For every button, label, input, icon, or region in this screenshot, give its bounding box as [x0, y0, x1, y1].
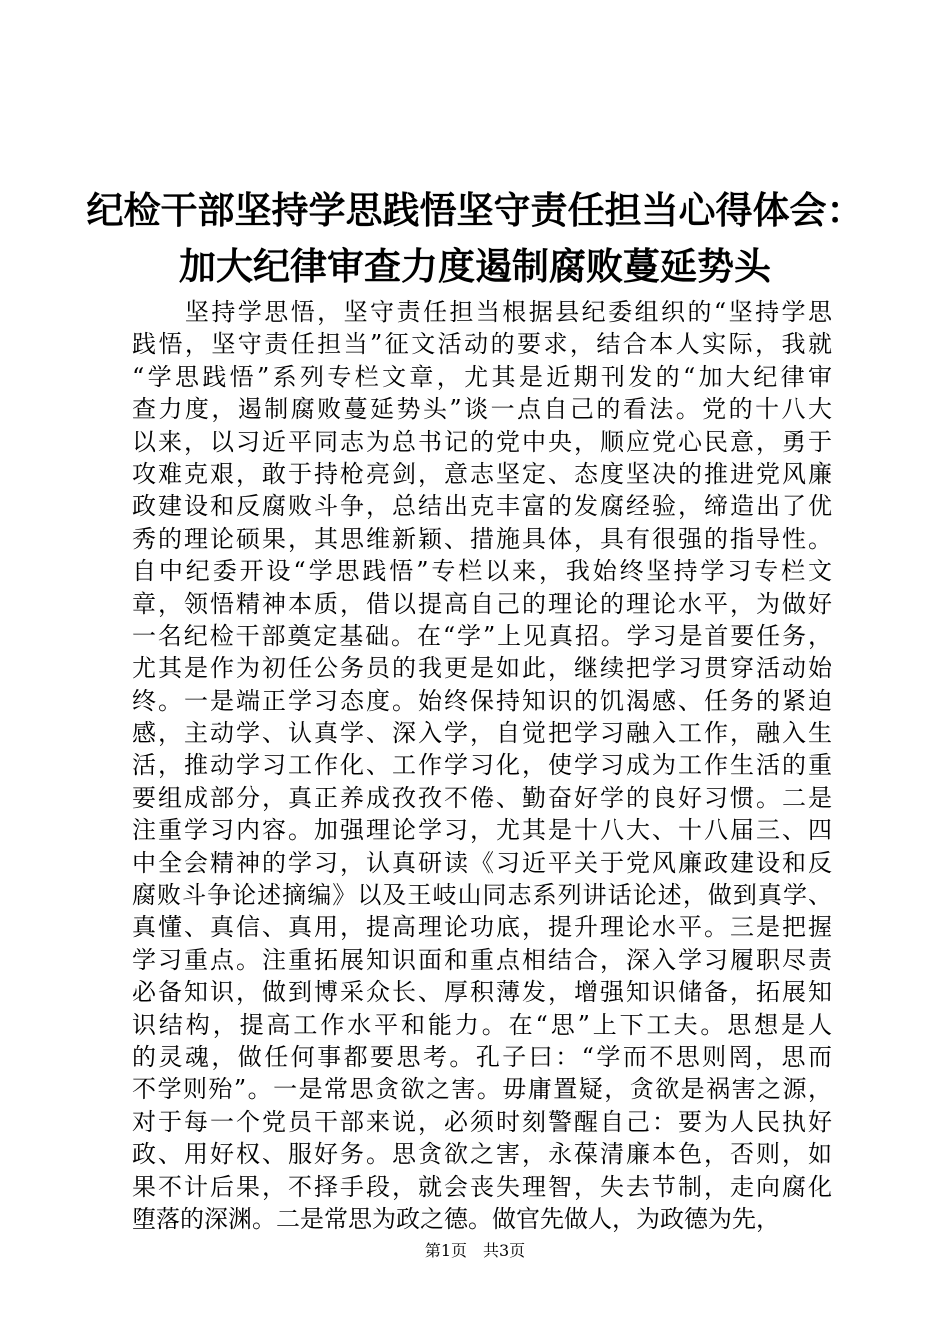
body-line: 识结构，提高工作水平和能力。在“思”上下工夫。思想是人 — [132, 1010, 832, 1039]
body-line: 一名纪检干部奠定基础。在“学”上见真招。学习是首要任务， — [132, 621, 832, 650]
body-line: 活，推动学习工作化、工作学习化，使学习成为工作生活的重 — [132, 751, 832, 780]
body-line: 自中纪委开设“学思践悟”专栏以来，我始终坚持学习专栏文 — [132, 557, 832, 586]
body-line: 尤其是作为初任公务员的我更是如此，继续把学习贯穿活动始 — [132, 654, 832, 683]
body-line: 腐败斗争论述摘编》以及王岐山同志系列讲话论述，做到真学、 — [132, 881, 832, 910]
body-line: 果不计后果，不择手段，就会丧失理智，失去节制，走向腐化 — [132, 1172, 832, 1201]
body-line: 践悟，坚守责任担当”征文活动的要求，结合本人实际，我就 — [132, 330, 832, 359]
body-line: 必备知识，做到博采众长、厚积薄发，增强知识储备，拓展知 — [132, 978, 832, 1007]
body-line: 终。一是端正学习态度。始终保持知识的饥渴感、任务的紧迫 — [132, 686, 832, 715]
body-line: 查力度，遏制腐败蔓延势头”谈一点自己的看法。党的十八大 — [132, 395, 832, 424]
body-line: 中全会精神的学习，认真研读《习近平关于党风廉政建设和反 — [132, 848, 832, 877]
body-line: 堕落的深渊。二是常思为政之德。做官先做人，为政德为先， — [132, 1204, 780, 1233]
body-line: 政建设和反腐败斗争，总结出克丰富的发腐经验，缔造出了优 — [132, 492, 832, 521]
body-line: 坚持学思悟，坚守责任担当根据县纪委组织的“坚持学思 — [132, 298, 832, 326]
body-line: 真懂、真信、真用，提高理论功底，提升理论水平。三是把握 — [132, 913, 832, 942]
body-line: 不学则殆”。一是常思贪欲之害。毋庸置疑，贪欲是祸害之源， — [132, 1075, 832, 1104]
document-body — [132, 296, 832, 1235]
body-line: 注重学习内容。加强理论学习，尤其是十八大、十八届三、四 — [132, 816, 832, 845]
document-title-line-2: 加大纪律审查力度遏制腐败蔓延势头 — [179, 244, 771, 288]
body-line: 政、用好权、服好务。思贪欲之害，永葆清廉本色，否则，如 — [132, 1140, 832, 1169]
body-line: 章，领悟精神本质，借以提高自己的理论的理论水平，为做好 — [132, 589, 832, 618]
body-line: 对于每一个党员干部来说，必须时刻警醒自己：要为人民执好 — [132, 1107, 832, 1136]
body-line: 学习重点。注重拓展知识面和重点相结合，深入学习履职尽责 — [132, 945, 832, 974]
document-title-line-1: 纪检干部坚持学思践悟坚守责任担当心得体会： — [86, 188, 864, 232]
body-line: 要组成部分，真正养成孜孜不倦、勤奋好学的良好习惯。二是 — [132, 783, 832, 812]
body-line: 感，主动学、认真学、深入学，自觉把学习融入工作，融入生 — [132, 719, 832, 748]
body-line: “学思践悟”系列专栏文章，尤其是近期刊发的“加大纪律审 — [132, 362, 832, 391]
body-line: 以来，以习近平同志为总书记的党中央，顺应党心民意，勇于 — [132, 427, 832, 456]
body-line: 的灵魂，做任何事都要思考。孔子曰：“学而不思则罔，思而 — [132, 1042, 832, 1071]
body-line: 秀的理论硕果，其思维新颖、措施具体，具有很强的指导性。 — [132, 524, 832, 553]
body-line: 攻难克艰，敢于持枪亮剑，意志坚定、态度坚决的推进党风廉 — [132, 459, 832, 488]
page-footer: 第1页 共3页 — [424, 1241, 526, 1260]
